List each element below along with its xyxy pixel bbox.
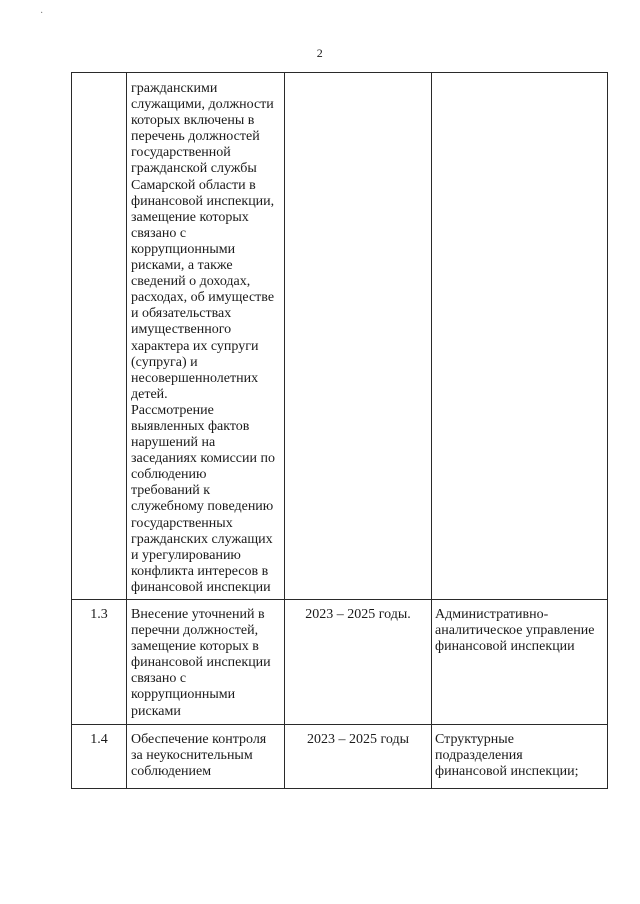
table-row-1-4: [72, 725, 608, 789]
item-number-cell: 1.4: [72, 725, 127, 789]
item-number-cell: 1.3: [72, 600, 127, 725]
responsible-cell: Структурные подразделения финансовой инспекции;: [432, 725, 608, 789]
page-number: 2: [316, 46, 324, 60]
table-row-1-3: [72, 600, 608, 725]
activity-cell: гражданскими служащими, должности которых включены в перечень должностей государственной гражданской службы Самарской области в финансовой инспекции, замещение которых связано с коррупционными рисками, а также сведений о доходах, расходах, об имуществе и обязательствах имущественного характера их супруги (супруга) и несовершеннолетних детей. Рассмотрение выявленных фактов нарушений на заседаниях комиссии по соблюдению требований к служебному поведению государственных гражданских служащих и урегулированию конфликта интересов в финансовой инспекции: [127, 73, 285, 600]
term-cell: 2023 – 2025 годы: [285, 725, 432, 789]
measures-table: [71, 72, 608, 789]
responsible-cell: [432, 73, 608, 600]
item-number-cell: [72, 73, 127, 600]
activity-cell: Обеспечение контроля за неукоснительным соблюдением: [127, 725, 285, 789]
activity-cell: Внесение уточнений в перечни должностей, замещение которых в финансовой инспекции связано с коррупционными рисками: [127, 600, 285, 725]
table-row-continuation: [72, 73, 608, 600]
responsible-cell: Административно- аналитическое управление финансовой инспекции: [432, 600, 608, 725]
term-cell: [285, 73, 432, 600]
scan-mark: ·: [40, 8, 44, 19]
term-cell: 2023 – 2025 годы.: [285, 600, 432, 725]
